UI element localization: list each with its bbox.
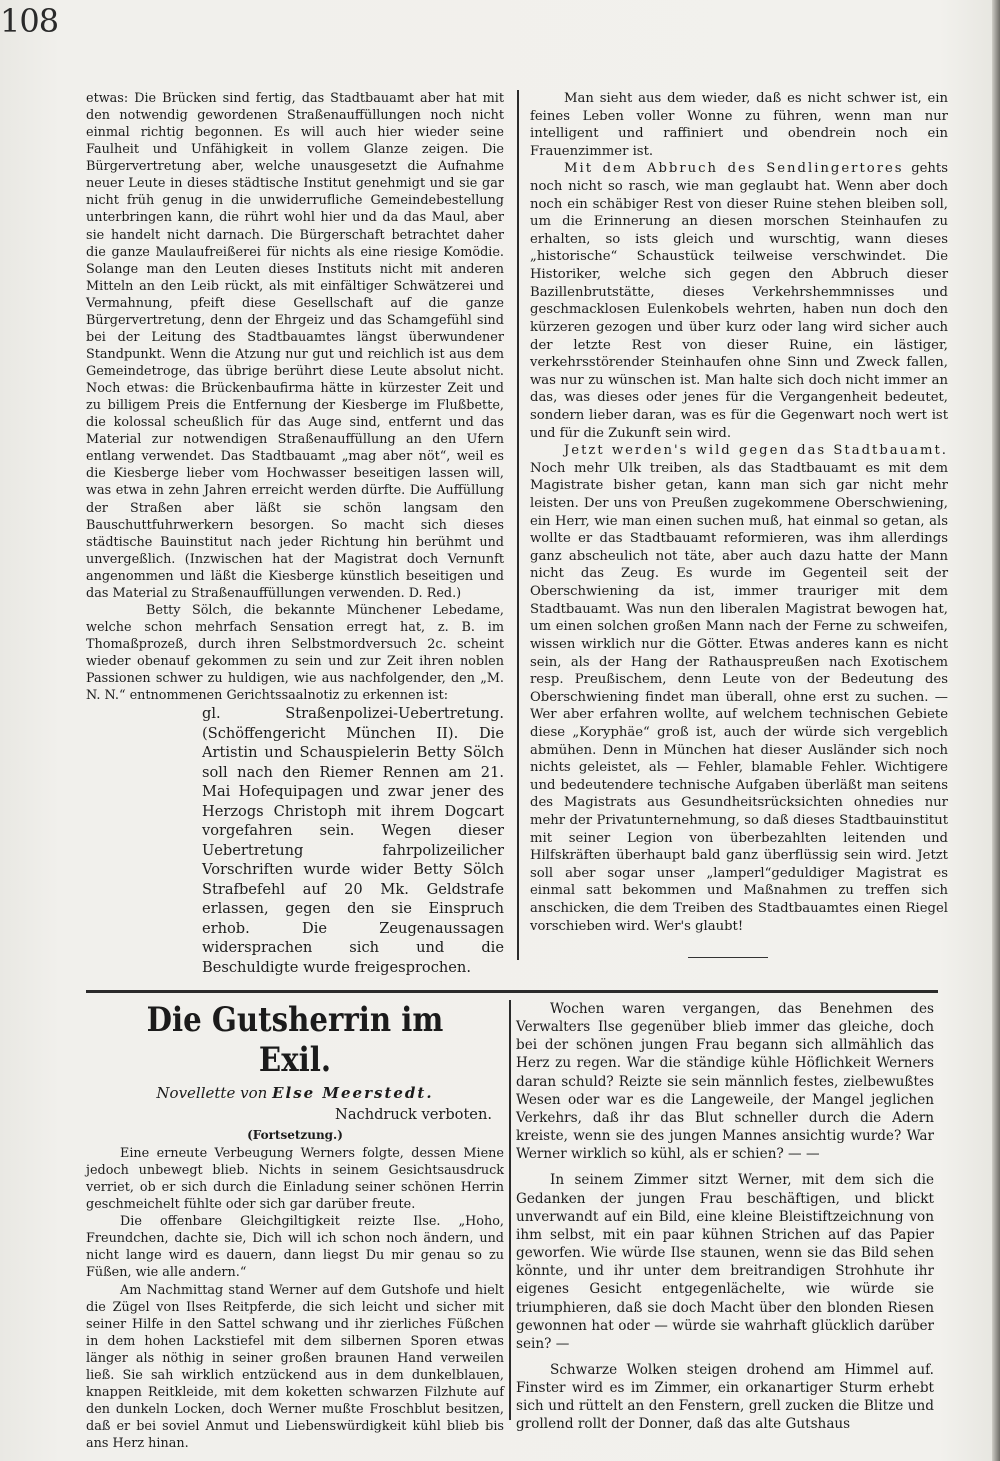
story-paragraph: Schwarze Wolken steigen drohend am Himmel auf. Finster wird es im Zimmer, ein orkanartiger Sturm erhebt sich und rüttelt an den Fenstern, grell zucken die Blitze und grollend rollt der Donner, daß das alte Gutshaus: [516, 1361, 934, 1433]
article-paragraph: Noch mehr Ulk treiben, als das Stadtbauamt es mit dem Magistrate bisher getan, kann man sich gar nicht mehr leisten. Der uns von Preußen zugekommene Oberschwiening, ein Herr, wie man einen suchen muß, hat einmal so getan, als wollte er das Stadtbauamt reformieren, was ihm allerdings ganz abscheulich not täte, aber auch dazu hatte der Mann nicht das Zeug. Es wurde im Gegenteil seit der Oberschwiening da ist, immer trauriger mit dem Stadtbauamt. Was nun den liberalen Magistrat bewogen hat, um einen solchen großen Mann nach der Ferne zu schweifen, wissen wirklich nur die Götter. Etwas anderes kann es nicht sein, als der Hang der Rathauspreußen nach Exotischem resp. Preußischem, denn Leute von der Bedeutung des Oberschwiening findet man überall, ohne erst zu suchen. — Wer aber erfahren wollte, auf welchem technischen Gebiete diese „Koryphäe“ groß ist, auch der würde sich vergeblich abmühen. Denn in München hat dieser Ausländer sich noch nichts geleistet, als — Fehler, blamable Fehler. Wichtigere und bedeutendere technische Aufgaben überläßt man seitens des Magistrats aus Gesundheitsrücksichten ohnedies nur mehr der Privatunternehmung, so daß dieses Stadtbauinstitut mit seiner Legion von überbezahlten leitenden und Hilfskräften überhaupt bald ganz überflüssig sein wird. Jetzt soll aber sogar unser „lamperl“geduldiger Magistrat es einmal satt bekommen und Maßnahmen zu treffen sich anschicken, die dem Treiben des Stadtbauamtes einen Riegel vorschieben wird. Wer's glaubt!: [530, 460, 948, 934]
section-lead: Jetzt werden's wild gegen das Stadtbauamt.: [564, 443, 948, 459]
column-divider-top: [517, 90, 519, 960]
story-column-left: [86, 1000, 504, 1452]
story-column-right: [516, 1000, 934, 1434]
page-edge-shadow: [992, 0, 1000, 1461]
article-paragraph: Betty Sölch, die bekannte Münchener Lebedame, welche schon mehrfach Sensation erregt hat, z. B. im Thomaßprozeß, durch ihren Selbstmordversuch 2c. scheint wieder obenauf gekommen zu sein und zur Zeit ihren noblen Passionen schwer zu huldigen, wie aus nachfolgender, den „M. N. N.“ entnommenen Gerichtssaalnotiz zu erkennen ist:: [86, 602, 504, 704]
section-lead: Mit dem Abbruch des Sendlingertores: [564, 161, 904, 177]
article-paragraph: Man sieht aus dem wieder, daß es nicht schwer ist, ein feines Leben voller Wonne zu führen, wenn man nur intelligent und raffiniert und obendrein noch ein Frauenzimmer ist.: [530, 91, 948, 159]
story-paragraph: Wochen waren vergangen, das Benehmen des Verwalters Ilse gegenüber blieb immer das gleiche, doch bei der schönen jungen Frau begann sich allmählich das Herz zu regen. War die ständige kühle Höflichkeit Werners daran schuld? Reizte sie sein männlich festes, zielbewußtes Wesen oder war es die Langeweile, der Mangel jeglichen Verkehrs, daß ihr das Blut schneller durch die Adern kreiste, wenn sie des jungen Mannes ansichtig wurde? War Werner wirklich so kühl, als er schien? — —: [516, 1001, 934, 1163]
article-column-right: [530, 90, 948, 935]
author-prefix: Novellette von: [156, 1084, 268, 1102]
quote-paragraph: gl. Straßenpolizei-Uebertretung. (Schöffengericht München II). Die Artistin und Schauspielerin Betty Sölch soll nach den Riemer Rennen am 21. Mai Hofequipagen und zwar jener des Herzogs Christoph mit ihrem Dogcart vorgefahren sein. Wegen dieser Uebertretung fahrpolizeilicher Vorschriften wurde wider Betty Sölch Strafbefehl auf 20 Mk. Geldstrafe erlassen, gegen den sie Einspruch erhob. Die Zeugenaussagen widersprachen sich und die Beschuldigte wurde freigesprochen.: [202, 705, 504, 976]
section-divider: [86, 990, 938, 993]
story-author: [86, 1082, 504, 1104]
article-paragraph: etwas: Die Brücken sind fertig, das Stadtbauamt aber hat mit den notwendig gewordenen Straßenauffüllungen noch nicht einmal richtig begonnen. Es will auch hier wieder seine Faulheit und Unfähigkeit in vollem Glanze zeigen. Die Bürgervertretung aber, welche unausgesetzt die Aufnahme neuer Leute in dieses städtische Institut genehmigt und sie gar nicht früh genug in die unwiderrufliche Gemeindebestellung unterbringen kann, die rührt wohl hier und da das Maul, aber sie handelt nicht darnach. Die Bürgerschaft betrachtet daher die ganze Maulaufreißerei für nichts als eine riesige Komödie. Solange man den Leuten dieses Instituts nicht mit anderen Mitteln an den Leib rückt, als mit einfältiger Schwätzerei und Vermahnung, pfeift diese Gesellschaft auf die ganze Bürgervertretung, denn der Ehrgeiz und das Schamgefühl sind bei der Leitung des Stadtbauamtes längst überwundener Standpunkt. Wenn die Atzung nur gut und reichlich ist aus dem Gemeindetroge, das übrige berührt diese Leute absolut nicht. Noch etwas: die Brückenbaufirma hätte in kürzester Zeit und zu billigem Preis die Entfernung der Kiesberge im Flußbette, die kolossal scheußlich für das Auge sind, entfernt und das Material zur notwendigen Straßenauffüllung an den Ufern entlang verwendet. Das Stadtbauamt „mag aber nöt“, weil es die Kiesberge lieber vom Hochwasser beseitigen lassen will, was etwa in zehn Jahren erreicht werden dürfte. Die Auffüllung der Straßen aber läßt sie schön langsam den Bauschuttfuhrwerkern besorgen. So macht sich dieses städtische Bauinstitut nach jeder Richtung hin berühmt und unvergeßlich. (Inzwischen hat der Magistrat doch Vernunft angenommen und läßt die Kiesberge künstlich beseitigen und das Material zu Straßenauffüllungen verwenden. D. Red.): [86, 91, 504, 601]
page-number: 108: [0, 2, 59, 40]
article-paragraph: gehts noch nicht so rasch, wie man geglaubt hat. Wenn aber doch noch ein schäbiger Rest von dieser Ruine stehen bleiben soll, um die Erinnerung an diesen morschen Steinhaufen zu erhalten, so ists gleich und wurschtig, wann dieses „historische“ Schaustück teilweise verschwindet. Die Historiker, welche sich gegen den Abbruch dieser Bazillenbrutstätte, dieses Verkehrshemmnisses und geschmacklosen Eulenkobels wehrten, haben nun doch den kürzeren gezogen und über kurz oder lang wird sicher auch der letzte Rest von dieser Ruine, ein lästiger, verkehrsstörender Steinhaufen ohne Sinn und Zweck fallen, was nur zu wünschen ist. Man halte sich doch nicht immer an das, was dieses oder jenes für die Vergangenheit bedeutet, sondern lieber daran, was es für die Gegenwart noch wert ist und für die Zukunft sein wird.: [530, 161, 948, 441]
story-paragraph: Die offenbare Gleichgiltigkeit reizte Ilse. „Hoho, Freundchen, dachte sie, Dich will ich schon noch ändern, und nicht lange wird es dauern, dann liegst Du mir genau so zu Füßen, wie alle andern.“: [86, 1214, 504, 1281]
story-paragraph: Am Nachmittag stand Werner auf dem Gutshofe und hielt die Zügel von Ilses Reitpferde, die sich leicht und sicher mit seiner Hilfe in den Sattel schwang und ihr zierliches Füßchen in dem hohen Lackstiefel mit dem silbernen Sporen etwas länger als nöthig in seiner großen braunen Hand verweilen ließ. Sie sah wirklich entzückend aus in dem dunkelblauen, knappen Reitkleide, mit dem koketten schwarzen Filzhute auf den dunkeln Locken, doch Werner mußte Froschblut besitzen, daß er bei soviel Anmut und Liebenswürdigkeit kühl blieb bis ans Herz hinan.: [86, 1282, 504, 1452]
continuation-label: (Fortsetzung.): [247, 1128, 343, 1142]
story-paragraph: Eine erneute Verbeugung Werners folgte, dessen Miene jedoch unbewegt blieb. Nichts in seinem Gesichtsausdruck verriet, ob er sich durch die Einladung seiner schönen Herrin geschmeichelt fühlte oder sich gar darüber freute.: [86, 1146, 504, 1213]
column-divider-bottom: [509, 1000, 511, 1420]
article-end-rule: [688, 957, 768, 958]
story-title: Die Gutsherrin im Exil.: [146, 1000, 444, 1080]
author-name: Else Meerstedt.: [272, 1084, 434, 1102]
reprint-notice: Nachdruck verboten.: [335, 1106, 492, 1123]
court-notice-quote: [202, 704, 504, 977]
article-column-left: [86, 90, 504, 977]
story-paragraph: In seinem Zimmer sitzt Werner, mit dem sich die Gedanken der jungen Frau beschäftigen, und blickt unverwandt auf ein Bild, eine kleine Bleistiftzeichnung von ihm selbst, mit ein paar kühnen Strichen auf das Papier geworfen. Wie würde Ilse staunen, wenn sie das Bild sehen könnte, und ihr unter dem breitrandigen Strohhute ihr eigenes Gesicht entgegenlächelte, wie würde sie triumphieren, daß sie doch Macht über den blonden Riesen gewonnen hat oder — würde sie wahrhaft glücklich darüber sein? —: [516, 1172, 934, 1352]
